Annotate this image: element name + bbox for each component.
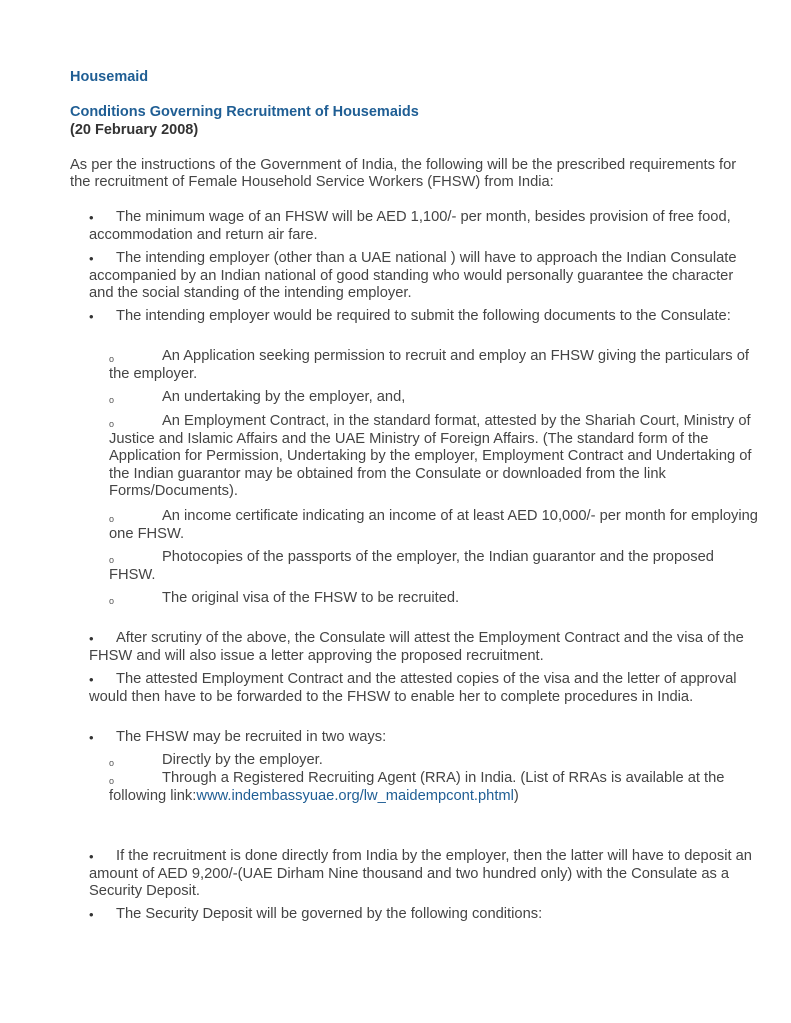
list-item-text: If the recruitment is done directly from India by the employer, then the latter will have to deposit an amount of AED 9,200/-(UAE Dirham Nine thousand and two hundred only) with the Consulate as a Security Deposit. (89, 848, 752, 899)
circle-bullet-icon: o (109, 776, 115, 786)
bullet-icon: • (89, 251, 94, 266)
sub-list-item (109, 770, 761, 805)
circle-bullet-icon: o (109, 514, 115, 524)
sub-list-item (109, 549, 761, 584)
sub-list-item (109, 590, 761, 608)
sub-list-item (109, 752, 761, 770)
sub-list-item-text (109, 770, 761, 805)
bullet-icon: • (89, 907, 94, 922)
circle-bullet-icon: o (109, 354, 115, 364)
rra-text: Through a Registered Recruiting Agent (RRA) in India. (List of RRAs is available at the following link: (109, 770, 725, 804)
list-item-text: The attested Employment Contract and the attested copies of the visa and the letter of approval would then have to be forwarded to the FHSW to enable her to complete procedures in India. (89, 671, 737, 705)
intro-paragraph: As per the instructions of the Government of India, the following will be the prescribed requirements for the recruitment of Female Household Service Workers (FHSW) from India: (70, 157, 737, 190)
sub-list-item-text: Directly by the employer. (162, 752, 323, 768)
list-item-text: The Security Deposit will be governed by the following conditions: (116, 906, 543, 922)
circle-bullet-icon: o (109, 395, 115, 405)
circle-bullet-icon: o (109, 758, 115, 768)
sub-list-item-text: An Employment Contract, in the standard format, attested by the Shariah Court, Ministry of Justice and Islamic Affairs and the UAE Ministry of Foreign Affairs. (The standard form of the Application for Permission, Undertaking by the employer, Employment Contract and Undertaking of the Indian guarantor may be obtained from the Consulate or downloaded from the link Forms/Documents). (109, 413, 752, 499)
sub-list-item-text: An undertaking by the employer, and, (162, 389, 406, 405)
circle-bullet-icon: o (109, 596, 115, 606)
sub-list-item-text: Photocopies of the passports of the employer, the Indian guarantor and the proposed FHSW. (109, 549, 714, 583)
list-item-text: After scrutiny of the above, the Consulate will attest the Employment Contract and the visa of the FHSW and will also issue a letter approving the proposed recruitment. (89, 630, 744, 664)
list-item (89, 209, 759, 244)
list-item (89, 630, 759, 665)
sub-list-item (109, 413, 761, 501)
list-item (89, 848, 759, 901)
bullet-icon: • (89, 849, 94, 864)
rra-text-end: ) (513, 787, 519, 804)
sub-list-item-text: An Application seeking permission to recruit and employ an FHSW giving the particulars of the employer. (109, 348, 749, 382)
page-title: Housemaid (70, 69, 149, 85)
list-item-text: The intending employer (other than a UAE national ) will have to approach the Indian Consulate accompanied by an Indian national of good standing who would personally guarantee the character and the social standing of the intending employer. (89, 250, 737, 301)
section-date: (20 February 2008) (70, 122, 199, 138)
sub-list-item-text: The original visa of the FHSW to be recruited. (162, 590, 460, 606)
bullet-icon: • (89, 672, 94, 687)
sub-list-item (109, 508, 761, 543)
list-item-text: The intending employer would be required to submit the following documents to the Consulate: (116, 308, 731, 324)
bullet-icon: • (89, 631, 94, 646)
bullet-icon: • (89, 210, 94, 225)
circle-bullet-icon: o (109, 419, 115, 429)
circle-bullet-icon: o (109, 555, 115, 565)
bullet-icon: • (89, 309, 94, 324)
list-item (89, 308, 759, 326)
list-item (89, 250, 759, 303)
list-item (89, 906, 759, 924)
list-item (89, 729, 759, 747)
list-item-text: The FHSW may be recruited in two ways: (116, 729, 387, 745)
section-subtitle: Conditions Governing Recruitment of Housemaids (70, 104, 419, 120)
bullet-icon: • (89, 730, 94, 745)
sub-list-item (109, 348, 761, 383)
sub-list-item-text: An income certificate indicating an income of at least AED 10,000/- per month for employing one FHSW. (109, 508, 758, 542)
list-item (89, 671, 759, 706)
rra-list-link[interactable]: www.indembassyuae.org/lw_maidempcont.phtml (196, 787, 514, 804)
list-item-text: The minimum wage of an FHSW will be AED 1,100/- per month, besides provision of free food, accommodation and return air fare. (89, 209, 731, 243)
sub-list-item (109, 389, 761, 407)
